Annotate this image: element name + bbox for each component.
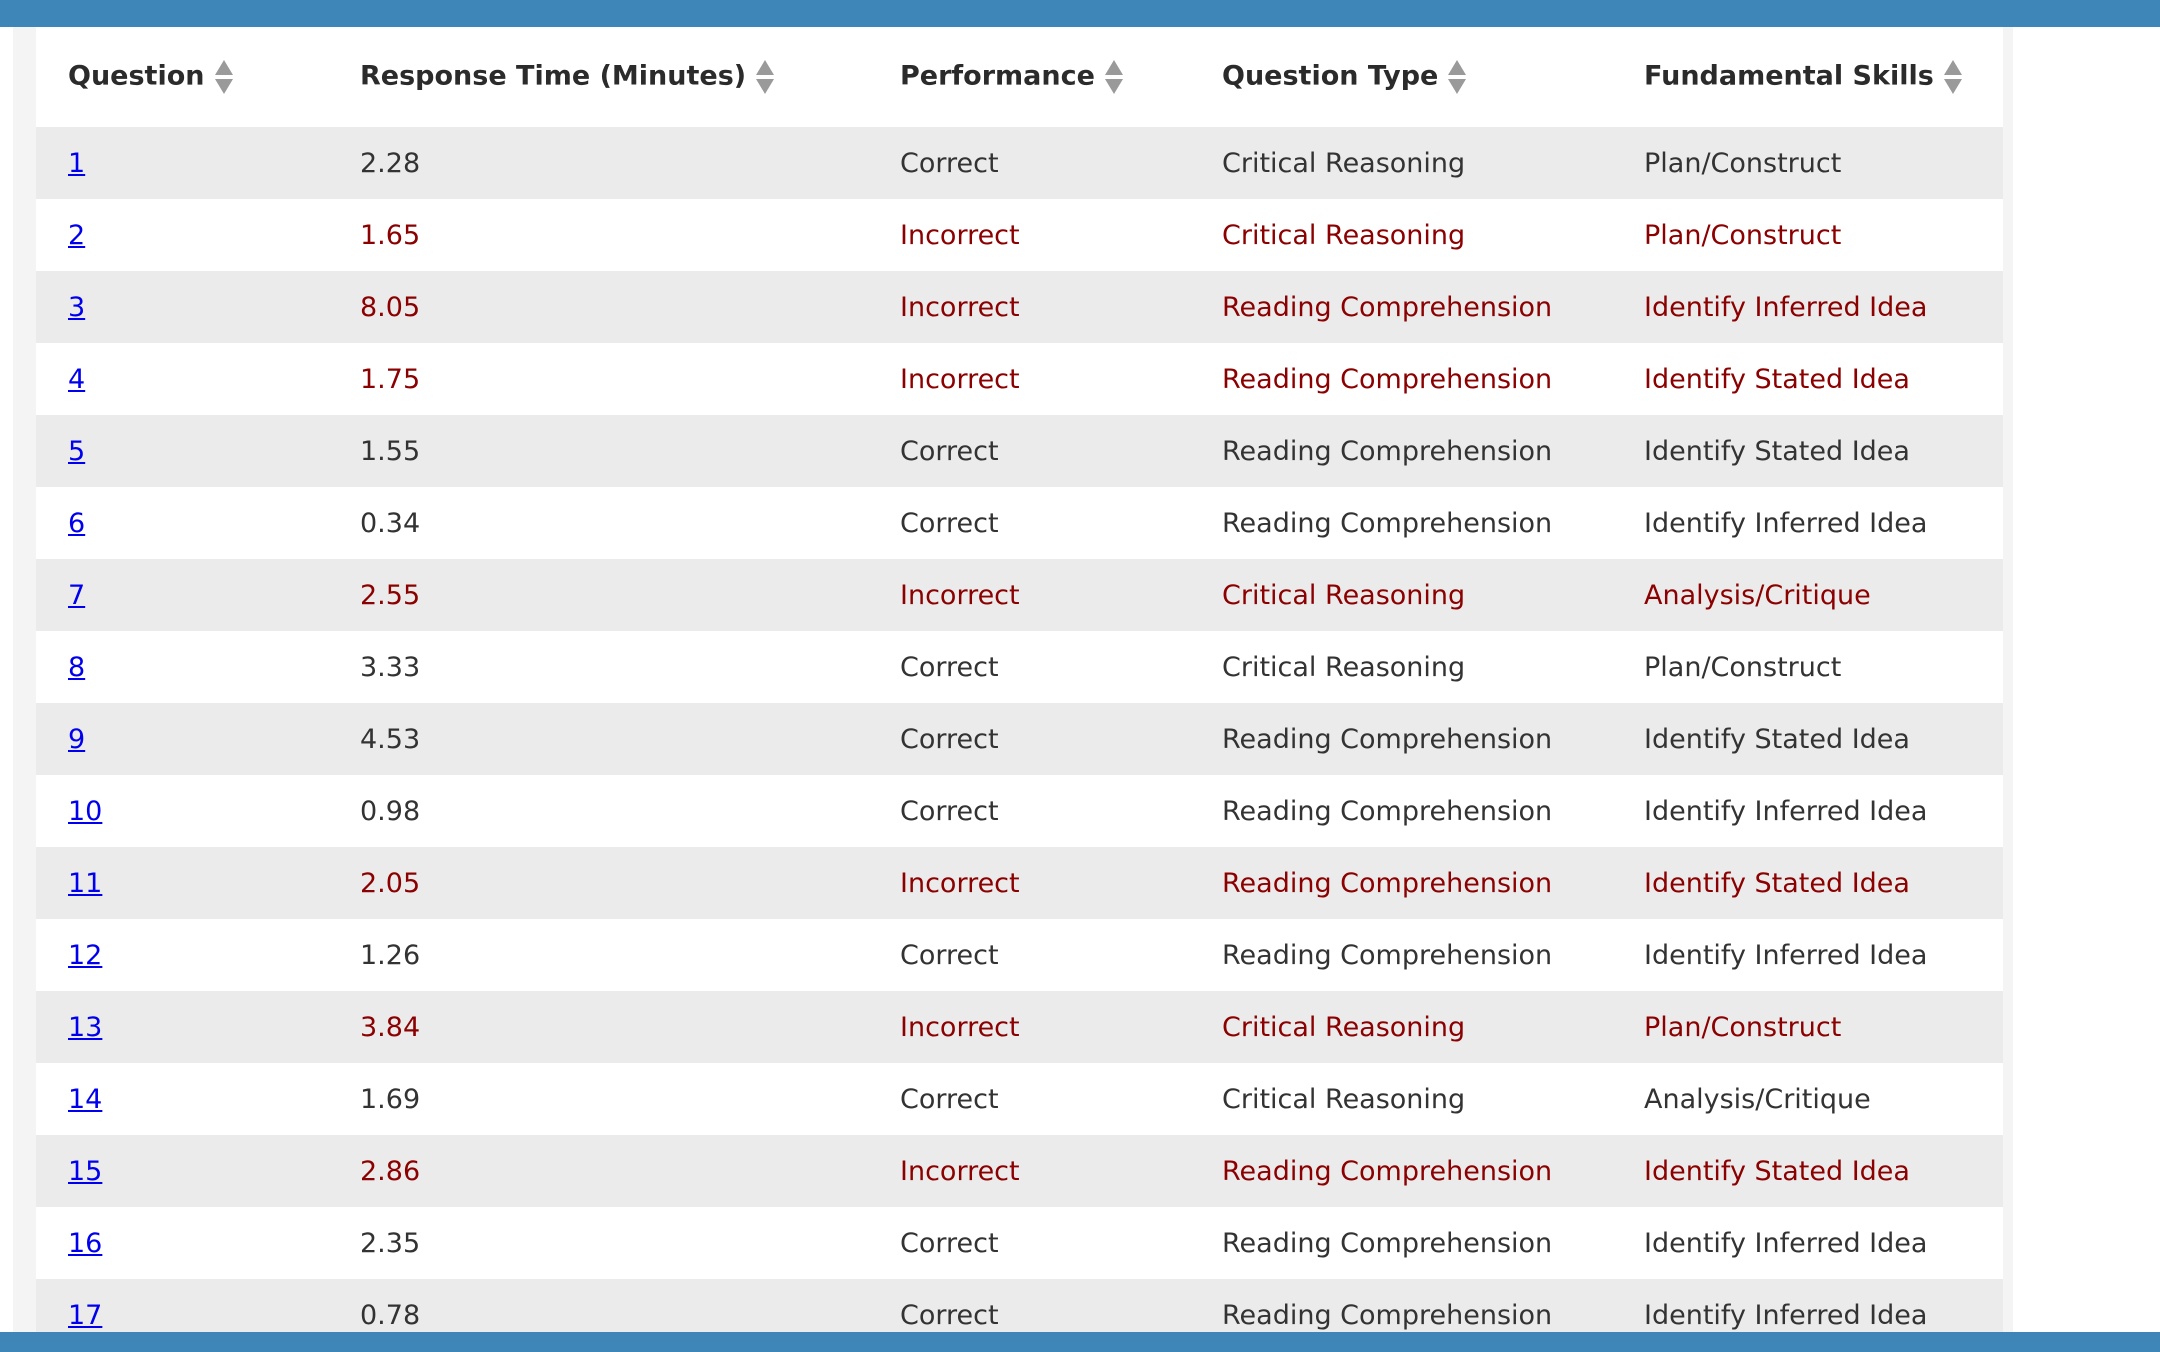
bottom-bar	[0, 1332, 2160, 1352]
cell-performance: Correct	[900, 435, 999, 467]
cell-question	[36, 1135, 328, 1207]
cell-question-type: Reading Comprehension	[1222, 291, 1553, 323]
cell-question	[36, 1279, 328, 1332]
cell-fundamental-skill: Identify Inferred Idea	[1644, 939, 1928, 971]
cell-fundamental-skill: Identify Inferred Idea	[1644, 795, 1928, 827]
column-header-label: Performance	[900, 60, 1095, 92]
sort-icon[interactable]	[215, 60, 233, 94]
cell-response-time: 0.78	[360, 1299, 421, 1331]
cell-performance: Incorrect	[900, 867, 1020, 899]
cell-fundamental-skill: Identify Stated Idea	[1644, 363, 1910, 395]
cell-response-time: 1.75	[360, 363, 421, 395]
table-body	[36, 127, 2003, 1332]
question-link[interactable]: 5	[68, 435, 86, 467]
column-header-fundamental-skills[interactable]	[1612, 27, 2003, 127]
cell-question	[36, 991, 328, 1063]
column-header-question[interactable]	[36, 27, 328, 127]
cell-response-time: 1.55	[360, 435, 421, 467]
results-table-container	[36, 27, 2003, 1332]
column-header-performance[interactable]	[868, 27, 1190, 127]
cell-question-type: Reading Comprehension	[1222, 1155, 1553, 1187]
cell-question	[36, 847, 328, 919]
table-row	[36, 1279, 2003, 1332]
cell-question	[36, 559, 328, 631]
table-row	[36, 1207, 2003, 1279]
cell-response-time: 2.35	[360, 1227, 421, 1259]
cell-question-type: Critical Reasoning	[1222, 219, 1466, 251]
cell-performance: Correct	[900, 651, 999, 683]
cell-performance: Incorrect	[900, 363, 1020, 395]
question-link[interactable]: 4	[68, 363, 86, 395]
cell-response-time: 2.86	[360, 1155, 421, 1187]
cell-response-time: 1.69	[360, 1083, 421, 1115]
cell-question-type: Reading Comprehension	[1222, 939, 1553, 971]
question-link[interactable]: 15	[68, 1155, 103, 1187]
question-link[interactable]: 3	[68, 291, 86, 323]
cell-performance: Correct	[900, 1299, 999, 1331]
sort-icon[interactable]	[1448, 60, 1466, 94]
question-link[interactable]: 13	[68, 1011, 103, 1043]
table-row	[36, 631, 2003, 703]
cell-question	[36, 919, 328, 991]
question-link[interactable]: 16	[68, 1227, 103, 1259]
sort-icon[interactable]	[1105, 60, 1123, 94]
cell-fundamental-skill: Plan/Construct	[1644, 219, 1842, 251]
cell-fundamental-skill: Identify Inferred Idea	[1644, 507, 1928, 539]
results-table	[36, 27, 2003, 1332]
cell-fundamental-skill: Analysis/Critique	[1644, 1083, 1871, 1115]
cell-question-type: Reading Comprehension	[1222, 507, 1553, 539]
cell-response-time: 0.98	[360, 795, 421, 827]
table-row	[36, 703, 2003, 775]
table-row	[36, 199, 2003, 271]
cell-response-time: 0.34	[360, 507, 421, 539]
cell-response-time: 3.84	[360, 1011, 421, 1043]
cell-question-type: Reading Comprehension	[1222, 723, 1553, 755]
cell-performance: Incorrect	[900, 579, 1020, 611]
cell-fundamental-skill: Identify Stated Idea	[1644, 435, 1910, 467]
cell-question-type: Reading Comprehension	[1222, 363, 1553, 395]
cell-fundamental-skill: Identify Inferred Idea	[1644, 1299, 1928, 1331]
sort-icon[interactable]	[756, 60, 774, 94]
cell-fundamental-skill: Identify Stated Idea	[1644, 867, 1910, 899]
question-link[interactable]: 17	[68, 1299, 103, 1331]
cell-response-time: 1.65	[360, 219, 421, 251]
cell-fundamental-skill: Plan/Construct	[1644, 147, 1842, 179]
cell-question	[36, 127, 328, 199]
column-header-label: Question Type	[1222, 60, 1439, 92]
cell-question-type: Reading Comprehension	[1222, 435, 1553, 467]
cell-question-type: Reading Comprehension	[1222, 867, 1553, 899]
table-row	[36, 127, 2003, 199]
cell-performance: Incorrect	[900, 1155, 1020, 1187]
question-link[interactable]: 6	[68, 507, 86, 539]
cell-fundamental-skill: Plan/Construct	[1644, 651, 1842, 683]
cell-question-type: Critical Reasoning	[1222, 579, 1466, 611]
cell-question	[36, 271, 328, 343]
table-row	[36, 847, 2003, 919]
cell-question	[36, 631, 328, 703]
cell-performance: Correct	[900, 1227, 999, 1259]
cell-performance: Correct	[900, 723, 999, 755]
table-row	[36, 271, 2003, 343]
table-row	[36, 343, 2003, 415]
sort-icon[interactable]	[1944, 60, 1962, 94]
question-link[interactable]: 8	[68, 651, 86, 683]
cell-performance: Correct	[900, 147, 999, 179]
cell-question	[36, 1063, 328, 1135]
cell-performance: Correct	[900, 1083, 999, 1115]
cell-question	[36, 343, 328, 415]
cell-question	[36, 775, 328, 847]
cell-response-time: 2.05	[360, 867, 421, 899]
column-header-label: Question	[68, 60, 205, 92]
table-header-row	[36, 27, 2003, 127]
cell-fundamental-skill: Identify Stated Idea	[1644, 1155, 1910, 1187]
cell-performance: Correct	[900, 795, 999, 827]
cell-question-type: Critical Reasoning	[1222, 1083, 1466, 1115]
question-link[interactable]: 11	[68, 867, 103, 899]
cell-response-time: 8.05	[360, 291, 421, 323]
table-row	[36, 1063, 2003, 1135]
column-header-response-time[interactable]	[328, 27, 868, 127]
table-row	[36, 559, 2003, 631]
top-bar	[0, 0, 2160, 27]
question-link[interactable]: 12	[68, 939, 103, 971]
table-row	[36, 991, 2003, 1063]
column-header-question-type[interactable]	[1190, 27, 1612, 127]
cell-performance: Incorrect	[900, 219, 1020, 251]
cell-question-type: Reading Comprehension	[1222, 1227, 1553, 1259]
question-link[interactable]: 1	[68, 147, 86, 179]
table-row	[36, 487, 2003, 559]
cell-response-time: 2.55	[360, 579, 421, 611]
cell-fundamental-skill: Identify Stated Idea	[1644, 723, 1910, 755]
table-row	[36, 1135, 2003, 1207]
question-link[interactable]: 14	[68, 1083, 103, 1115]
cell-fundamental-skill: Identify Inferred Idea	[1644, 291, 1928, 323]
table-row	[36, 919, 2003, 991]
cell-question-type: Critical Reasoning	[1222, 1011, 1466, 1043]
cell-question-type: Critical Reasoning	[1222, 147, 1466, 179]
cell-question	[36, 415, 328, 487]
question-link[interactable]: 10	[68, 795, 103, 827]
column-header-label: Fundamental Skills	[1644, 60, 1934, 92]
column-header-label: Response Time (Minutes)	[360, 60, 747, 92]
cell-question	[36, 1207, 328, 1279]
cell-fundamental-skill: Analysis/Critique	[1644, 579, 1871, 611]
question-link[interactable]: 7	[68, 579, 86, 611]
question-link[interactable]: 9	[68, 723, 86, 755]
cell-question	[36, 199, 328, 271]
cell-question	[36, 487, 328, 559]
table-row	[36, 415, 2003, 487]
cell-fundamental-skill: Plan/Construct	[1644, 1011, 1842, 1043]
cell-fundamental-skill: Identify Inferred Idea	[1644, 1227, 1928, 1259]
cell-response-time: 2.28	[360, 147, 421, 179]
cell-question-type: Reading Comprehension	[1222, 795, 1553, 827]
cell-performance: Incorrect	[900, 1011, 1020, 1043]
cell-performance: Correct	[900, 507, 999, 539]
cell-question-type: Reading Comprehension	[1222, 1299, 1553, 1331]
table-row	[36, 775, 2003, 847]
cell-question	[36, 703, 328, 775]
cell-response-time: 3.33	[360, 651, 421, 683]
cell-response-time: 4.53	[360, 723, 421, 755]
cell-performance: Correct	[900, 939, 999, 971]
question-link[interactable]: 2	[68, 219, 86, 251]
cell-question-type: Critical Reasoning	[1222, 651, 1466, 683]
cell-response-time: 1.26	[360, 939, 421, 971]
cell-performance: Incorrect	[900, 291, 1020, 323]
